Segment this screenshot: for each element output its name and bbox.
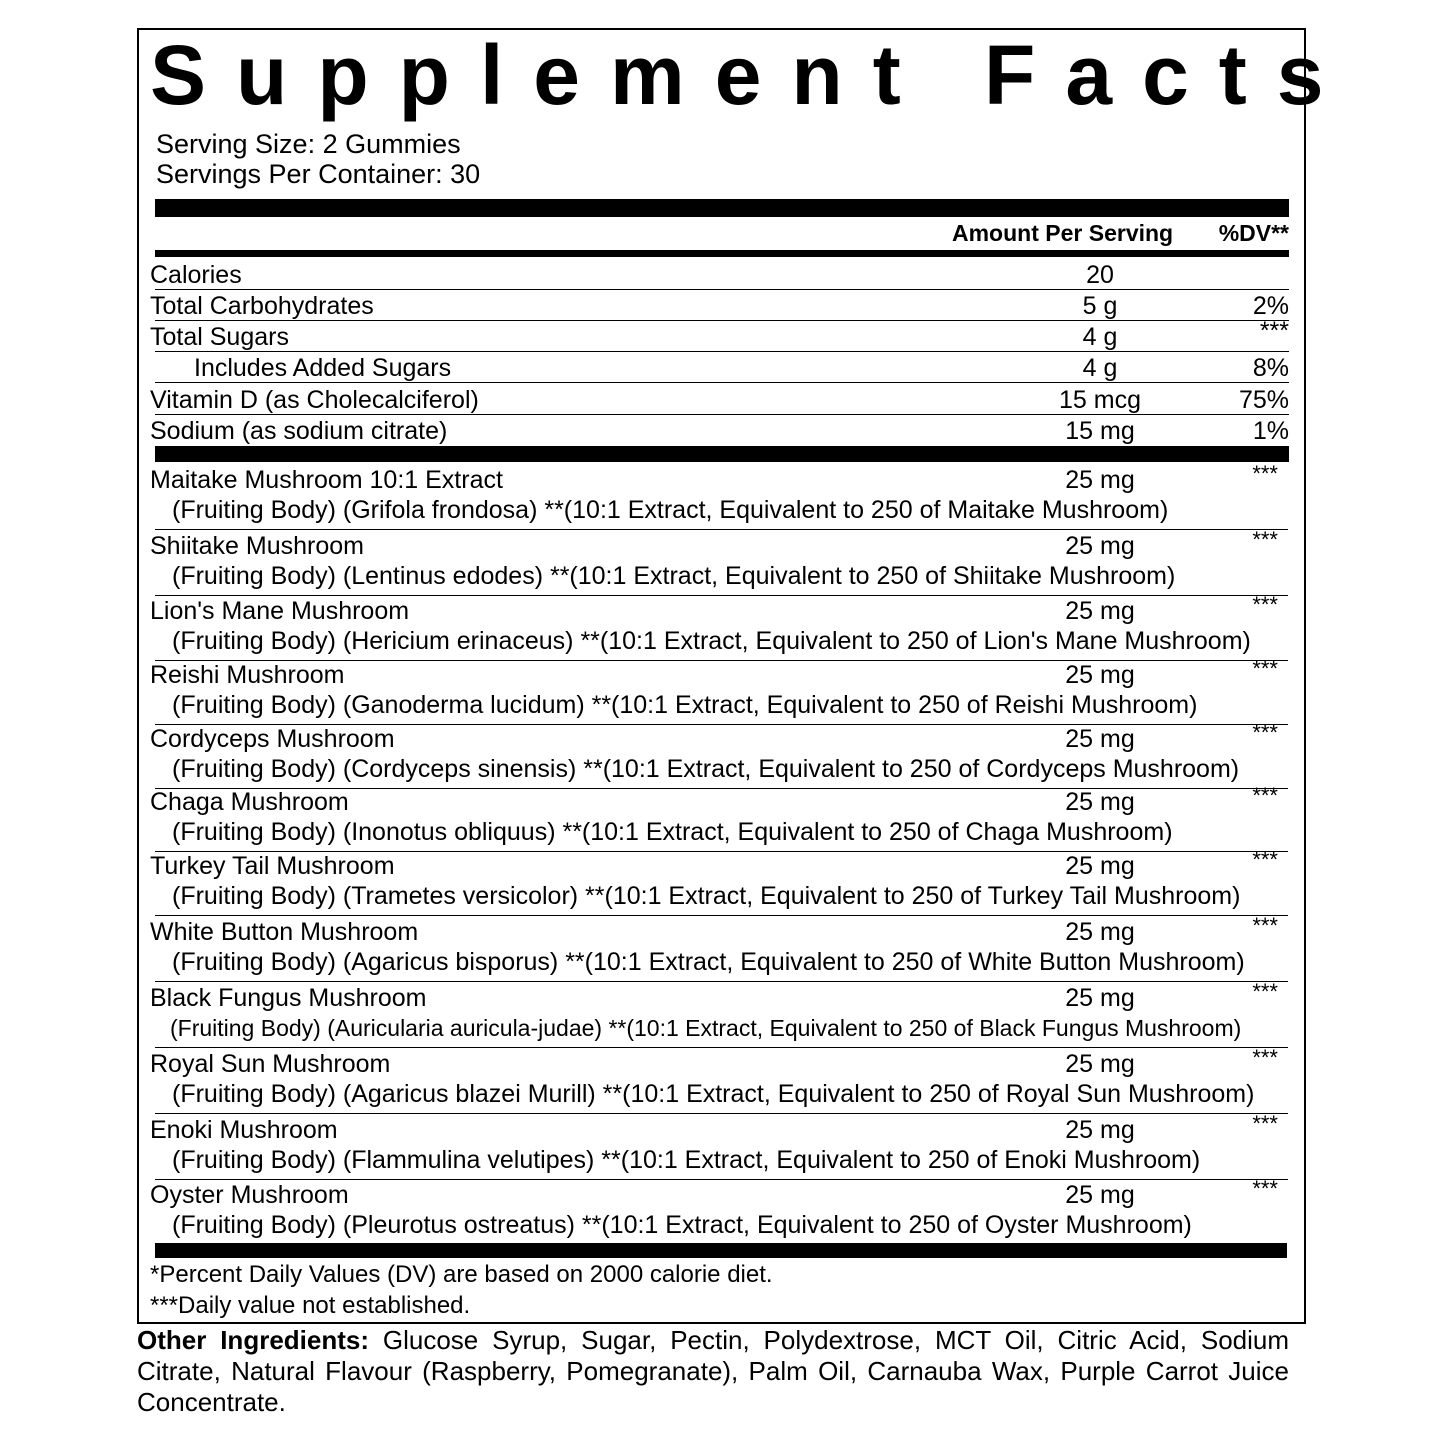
- ingredient-amount: 25 mg: [1065, 1181, 1135, 1209]
- ingredient-dv: ***: [1252, 527, 1278, 552]
- nutrient-amount: 20: [1086, 261, 1114, 289]
- row-divider: [155, 1113, 1288, 1114]
- nutrient-amount: 5 g: [1082, 292, 1118, 320]
- other-ingredients-text: Glucose Syrup, Sugar, Pectin, Polydextrose, MCT Oil, Citric Acid, Sodium Citrate, Natural Flavour (Raspberry, Pomegranate), Palm Oil, Carnauba Wax, Purple Carrot Juice Concentrate.: [137, 1325, 1290, 1417]
- ingredient-amount: 25 mg: [1065, 918, 1135, 946]
- nutrient-row: [150, 317, 1289, 352]
- nutrient-row: [150, 290, 1289, 321]
- nutrient-amount: 4 g: [1082, 354, 1118, 382]
- nutrient-amount: 15 mcg: [1059, 386, 1141, 414]
- nutrient-row: [150, 384, 1289, 415]
- ingredient-name: Chaga Mushroom: [150, 788, 349, 816]
- nutrient-dv: 1%: [1252, 417, 1289, 445]
- panel-title: Supplement Facts: [150, 28, 1354, 122]
- thick-divider-middle: [155, 446, 1289, 462]
- nutrient-dv: ***: [1259, 317, 1289, 345]
- ingredient-detail: (Fruiting Body) (Auricularia auricula-judae) **(10:1 Extract, Equivalent to 250 of Black Fungus Mushroom): [170, 1015, 1242, 1041]
- ingredient-amount: 25 mg: [1065, 532, 1135, 560]
- ingredient-amount: 25 mg: [1065, 661, 1135, 689]
- nutrient-row: [150, 352, 1289, 383]
- header-divider: [155, 250, 1289, 257]
- ingredient-row: [150, 1045, 1300, 1114]
- footnote-dv-basis: *Percent Daily Values (DV) are based on 2000 calorie diet.: [150, 1261, 773, 1288]
- nutrient-label: Includes Added Sugars: [194, 354, 452, 382]
- ingredient-name: Black Fungus Mushroom: [150, 984, 427, 1012]
- ingredient-row: [150, 720, 1300, 789]
- ingredient-row: [150, 656, 1300, 725]
- ingredient-detail: (Fruiting Body) (Flammulina velutipes) **(10:1 Extract, Equivalent to 250 of Enoki Mushroom): [172, 1146, 1201, 1174]
- ingredient-row: [150, 461, 1300, 530]
- row-divider: [155, 382, 1289, 383]
- ingredient-name: Reishi Mushroom: [150, 661, 345, 689]
- ingredient-dv: ***: [1252, 783, 1278, 808]
- footnote-not-established: ***Daily value not established.: [150, 1292, 471, 1319]
- ingredient-name: Shiitake Mushroom: [150, 532, 364, 560]
- ingredient-name: Cordyceps Mushroom: [150, 725, 395, 753]
- ingredient-amount: 25 mg: [1065, 984, 1135, 1012]
- ingredient-name: Royal Sun Mushroom: [150, 1050, 391, 1078]
- ingredient-detail: (Fruiting Body) (Grifola frondosa) **(10:1 Extract, Equivalent to 250 of Maitake Mushroom): [172, 496, 1169, 524]
- other-ingredients: [137, 1325, 1289, 1418]
- ingredient-dv: ***: [1252, 979, 1278, 1004]
- nutrient-row: [150, 259, 1289, 290]
- ingredient-dv: ***: [1252, 720, 1278, 745]
- ingredient-detail: (Fruiting Body) (Lentinus edodes) **(10:1 Extract, Equivalent to 250 of Shiitake Mushroom): [172, 562, 1176, 590]
- ingredient-detail: (Fruiting Body) (Hericium erinaceus) **(10:1 Extract, Equivalent to 250 of Lion's Mane Mushroom): [172, 627, 1251, 655]
- ingredient-row: [150, 913, 1300, 982]
- nutrient-label: Sodium (as sodium citrate): [150, 417, 448, 445]
- ingredient-dv: ***: [1252, 1176, 1278, 1201]
- ingredient-amount: 25 mg: [1065, 852, 1135, 880]
- ingredient-detail: (Fruiting Body) (Pleurotus ostreatus) **(10:1 Extract, Equivalent to 250 of Oyster Mushroom): [172, 1211, 1192, 1239]
- ingredient-name: White Button Mushroom: [150, 918, 419, 946]
- dv-header: %DV**: [1218, 220, 1289, 246]
- ingredient-row: [150, 592, 1300, 661]
- nutrient-label: Vitamin D (as Cholecalciferol): [150, 386, 479, 414]
- ingredient-amount: 25 mg: [1065, 597, 1135, 625]
- ingredient-row: [150, 979, 1300, 1048]
- ingredient-dv: ***: [1252, 1111, 1278, 1136]
- ingredient-dv: ***: [1252, 656, 1278, 681]
- ingredient-detail: (Fruiting Body) (Cordyceps sinensis) **(10:1 Extract, Equivalent to 250 of Cordyceps Mushroom): [172, 755, 1240, 783]
- ingredient-amount: 25 mg: [1065, 1050, 1135, 1078]
- row-divider: [155, 981, 1288, 982]
- servings-per-container: Servings Per Container: 30: [156, 159, 481, 189]
- ingredient-amount: 25 mg: [1065, 1116, 1135, 1144]
- nutrient-dv: 8%: [1252, 354, 1289, 382]
- ingredient-row: [150, 783, 1300, 852]
- ingredient-row: [150, 527, 1300, 596]
- ingredient-detail: (Fruiting Body) (Agaricus bisporus) **(10:1 Extract, Equivalent to 250 of White Button Mushroom): [172, 948, 1245, 976]
- nutrient-label: Calories: [150, 261, 242, 289]
- ingredient-amount: 25 mg: [1065, 788, 1135, 816]
- ingredient-name: Oyster Mushroom: [150, 1181, 349, 1209]
- ingredient-detail: (Fruiting Body) (Trametes versicolor) **(10:1 Extract, Equivalent to 250 of Turkey Tail Mushroom): [172, 882, 1241, 910]
- nutrient-row: [150, 415, 1289, 446]
- ingredient-row: [150, 1176, 1300, 1245]
- row-divider: [155, 529, 1288, 530]
- nutrient-dv: 2%: [1252, 292, 1289, 320]
- nutrient-dv: 75%: [1238, 386, 1289, 414]
- ingredient-detail: (Fruiting Body) (Agaricus blazei Murill) **(10:1 Extract, Equivalent to 250 of Royal Sun Mushroom): [172, 1080, 1255, 1108]
- nutrient-amount: 4 g: [1082, 323, 1118, 351]
- ingredient-row: [150, 847, 1300, 916]
- ingredient-name: Enoki Mushroom: [150, 1116, 338, 1144]
- thick-divider-bottom: [155, 1243, 1287, 1258]
- ingredient-row: [150, 1111, 1300, 1180]
- nutrient-label: Total Sugars: [150, 323, 289, 351]
- thick-divider-top: [155, 199, 1289, 217]
- ingredient-name: Turkey Tail Mushroom: [150, 852, 395, 880]
- amount-per-serving-header: Amount Per Serving: [952, 220, 1174, 246]
- other-ingredients-label: Other Ingredients:: [137, 1325, 370, 1355]
- ingredient-detail: (Fruiting Body) (Inonotus obliquus) **(10:1 Extract, Equivalent to 250 of Chaga Mushroom): [172, 818, 1173, 846]
- ingredient-dv: ***: [1252, 461, 1278, 486]
- ingredient-dv: ***: [1252, 592, 1278, 617]
- ingredient-dv: ***: [1252, 1045, 1278, 1070]
- ingredient-name: Lion's Mane Mushroom: [150, 597, 410, 625]
- ingredient-amount: 25 mg: [1065, 725, 1135, 753]
- ingredient-name: Maitake Mushroom 10:1 Extract: [150, 466, 503, 494]
- nutrient-label: Total Carbohydrates: [150, 292, 374, 320]
- serving-size: Serving Size: 2 Gummies: [156, 129, 461, 159]
- ingredient-amount: 25 mg: [1065, 466, 1135, 494]
- row-divider: [155, 1047, 1288, 1048]
- ingredient-detail: (Fruiting Body) (Ganoderma lucidum) **(10:1 Extract, Equivalent to 250 of Reishi Mushroom): [172, 691, 1198, 719]
- row-divider: [155, 915, 1288, 916]
- nutrient-amount: 15 mg: [1065, 417, 1135, 445]
- ingredient-dv: ***: [1252, 913, 1278, 938]
- ingredient-dv: ***: [1252, 847, 1278, 872]
